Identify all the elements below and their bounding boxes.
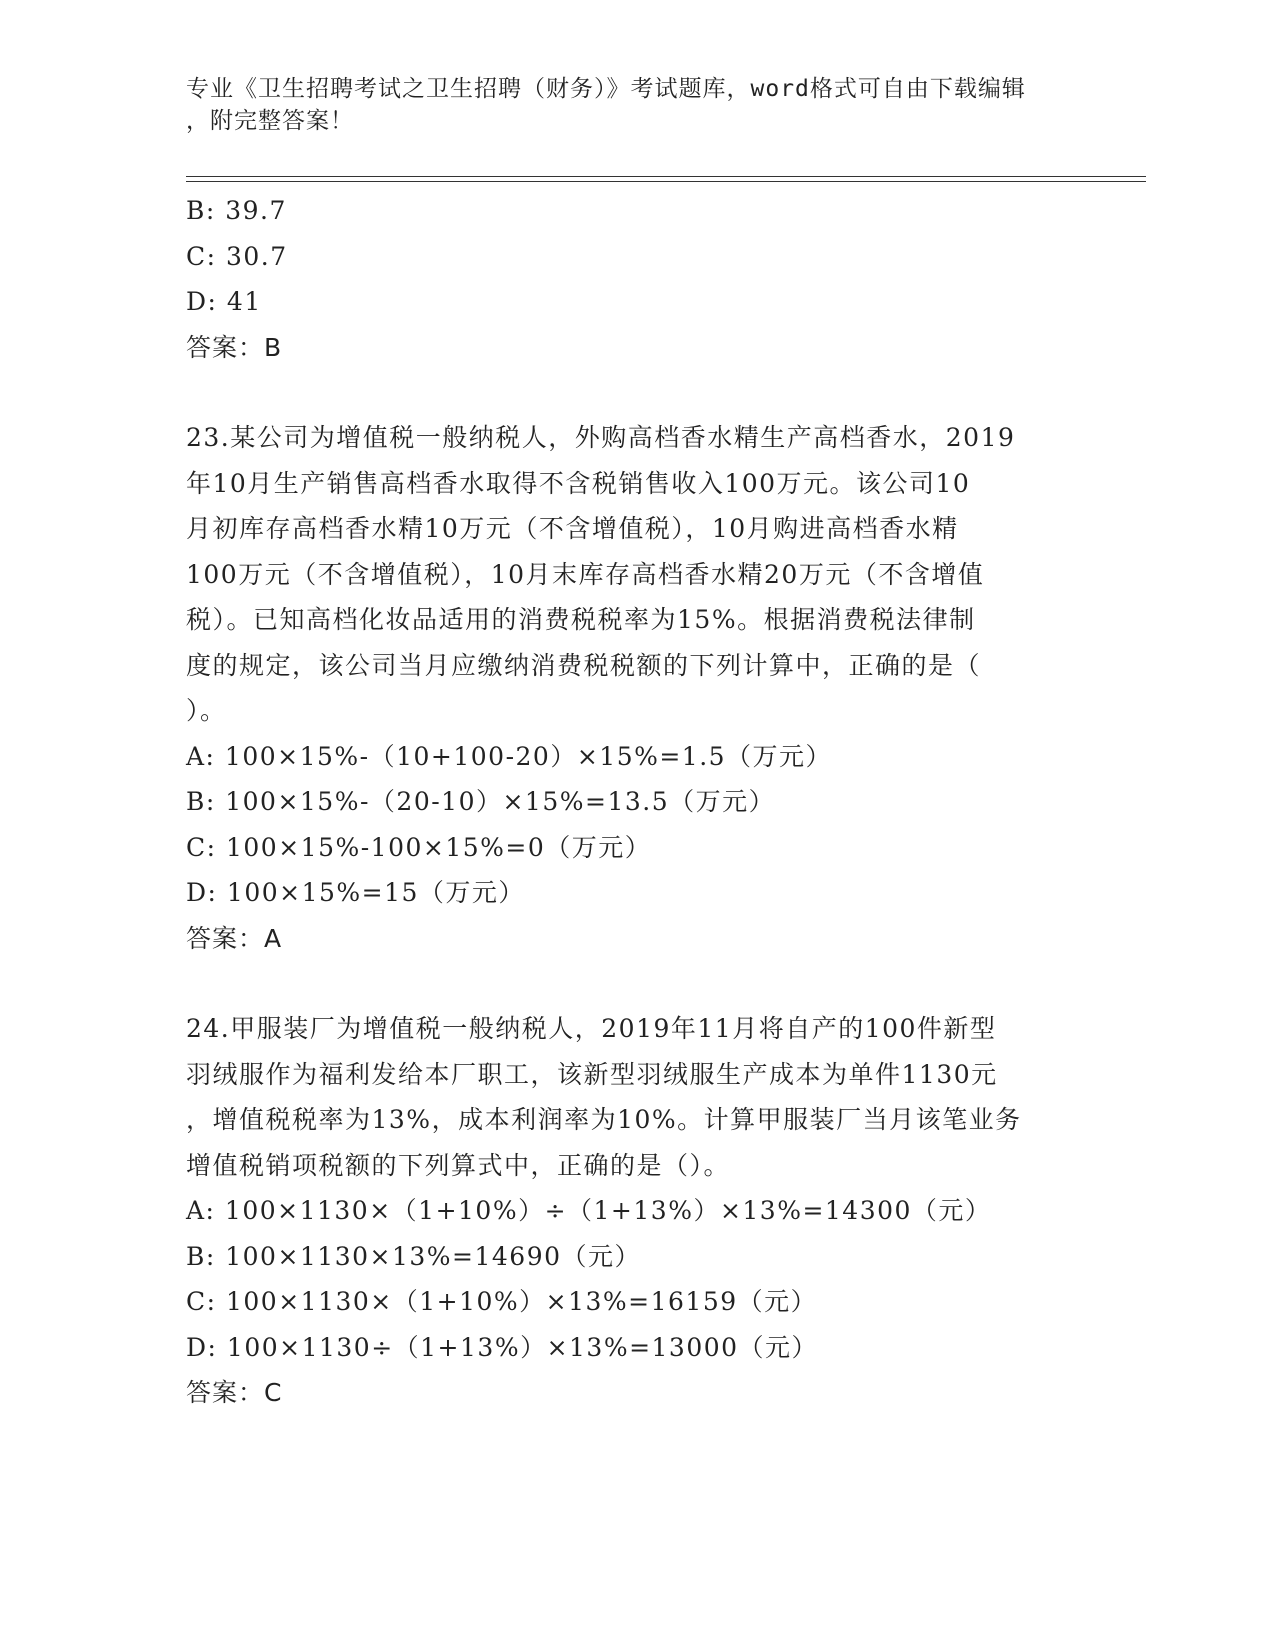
header-line-2: ，附完整答案！ (186, 108, 354, 134)
header-divider (186, 176, 1146, 182)
answer-line: 答案：B (186, 332, 283, 362)
question-text-line: 增值税销项税额的下列算式中，正确的是（）。 (186, 1150, 731, 1180)
answer-line: 答案：A (186, 923, 283, 953)
option-c: C: 100×1130×（1+10%）×13%=16159（元） (186, 1287, 818, 1316)
question-text-line: 年10月生产销售高档香水取得不含税销售收入100万元。该公司10 (186, 468, 971, 498)
question-text-line: ）。 (186, 696, 227, 725)
option-b: B: 39.7 (186, 196, 287, 225)
question-text-line: 24.甲服装厂为增值税一般纳税人，2019年11月将自产的100件新型 (186, 1014, 997, 1043)
question-text-line: 羽绒服作为福利发给本厂职工，该新型羽绒服生产成本为单件1130元 (186, 1059, 998, 1089)
prev-question (186, 188, 1066, 370)
question-24 (186, 1006, 1066, 1416)
option-c: C: 100×15%-100×15%=0（万元） (186, 832, 652, 862)
option-d: D: 41 (186, 287, 262, 316)
option-c: C: 30.7 (186, 241, 288, 271)
header-line-1: 专业《卫生招聘考试之卫生招聘（财务）》考试题库，word格式可自由下载编辑 (186, 76, 1026, 102)
spacer (186, 961, 1066, 1006)
answer-line: 答案：C (186, 1378, 283, 1407)
document-header (186, 73, 1066, 137)
question-text-line: ，增值税税率为13%，成本利润率为10%。计算甲服装厂当月该笔业务 (186, 1105, 1022, 1134)
question-text-line: 100万元（不含增值税），10月末库存高档香水精20万元（不含增值 (186, 559, 985, 589)
document-body (186, 188, 1066, 1416)
spacer (186, 370, 1066, 415)
question-23 (186, 415, 1066, 961)
option-a: A: 100×15%-（10+100-20）×15%=1.5（万元） (186, 741, 833, 771)
option-a: A: 100×1130×（1+10%）÷（1+13%）×13%=14300（元） (186, 1196, 992, 1225)
option-d: D: 100×1130÷（1+13%）×13%=13000（元） (186, 1332, 819, 1362)
question-text-line: 度的规定，该公司当月应缴纳消费税税额的下列计算中，正确的是（ (186, 650, 982, 680)
option-b: B: 100×15%-（20-10）×15%=13.5（万元） (186, 787, 776, 816)
question-text-line: 税）。已知高档化妆品适用的消费税税率为15%。根据消费税法律制 (186, 605, 976, 634)
option-b: B: 100×1130×13%=14690（元） (186, 1241, 642, 1271)
question-text-line: 23.某公司为增值税一般纳税人，外购高档香水精生产高档香水，2019 (186, 423, 1016, 452)
question-text-line: 月初库存高档香水精10万元（不含增值税），10月购进高档香水精 (186, 514, 959, 543)
option-d: D: 100×15%=15（万元） (186, 878, 525, 907)
